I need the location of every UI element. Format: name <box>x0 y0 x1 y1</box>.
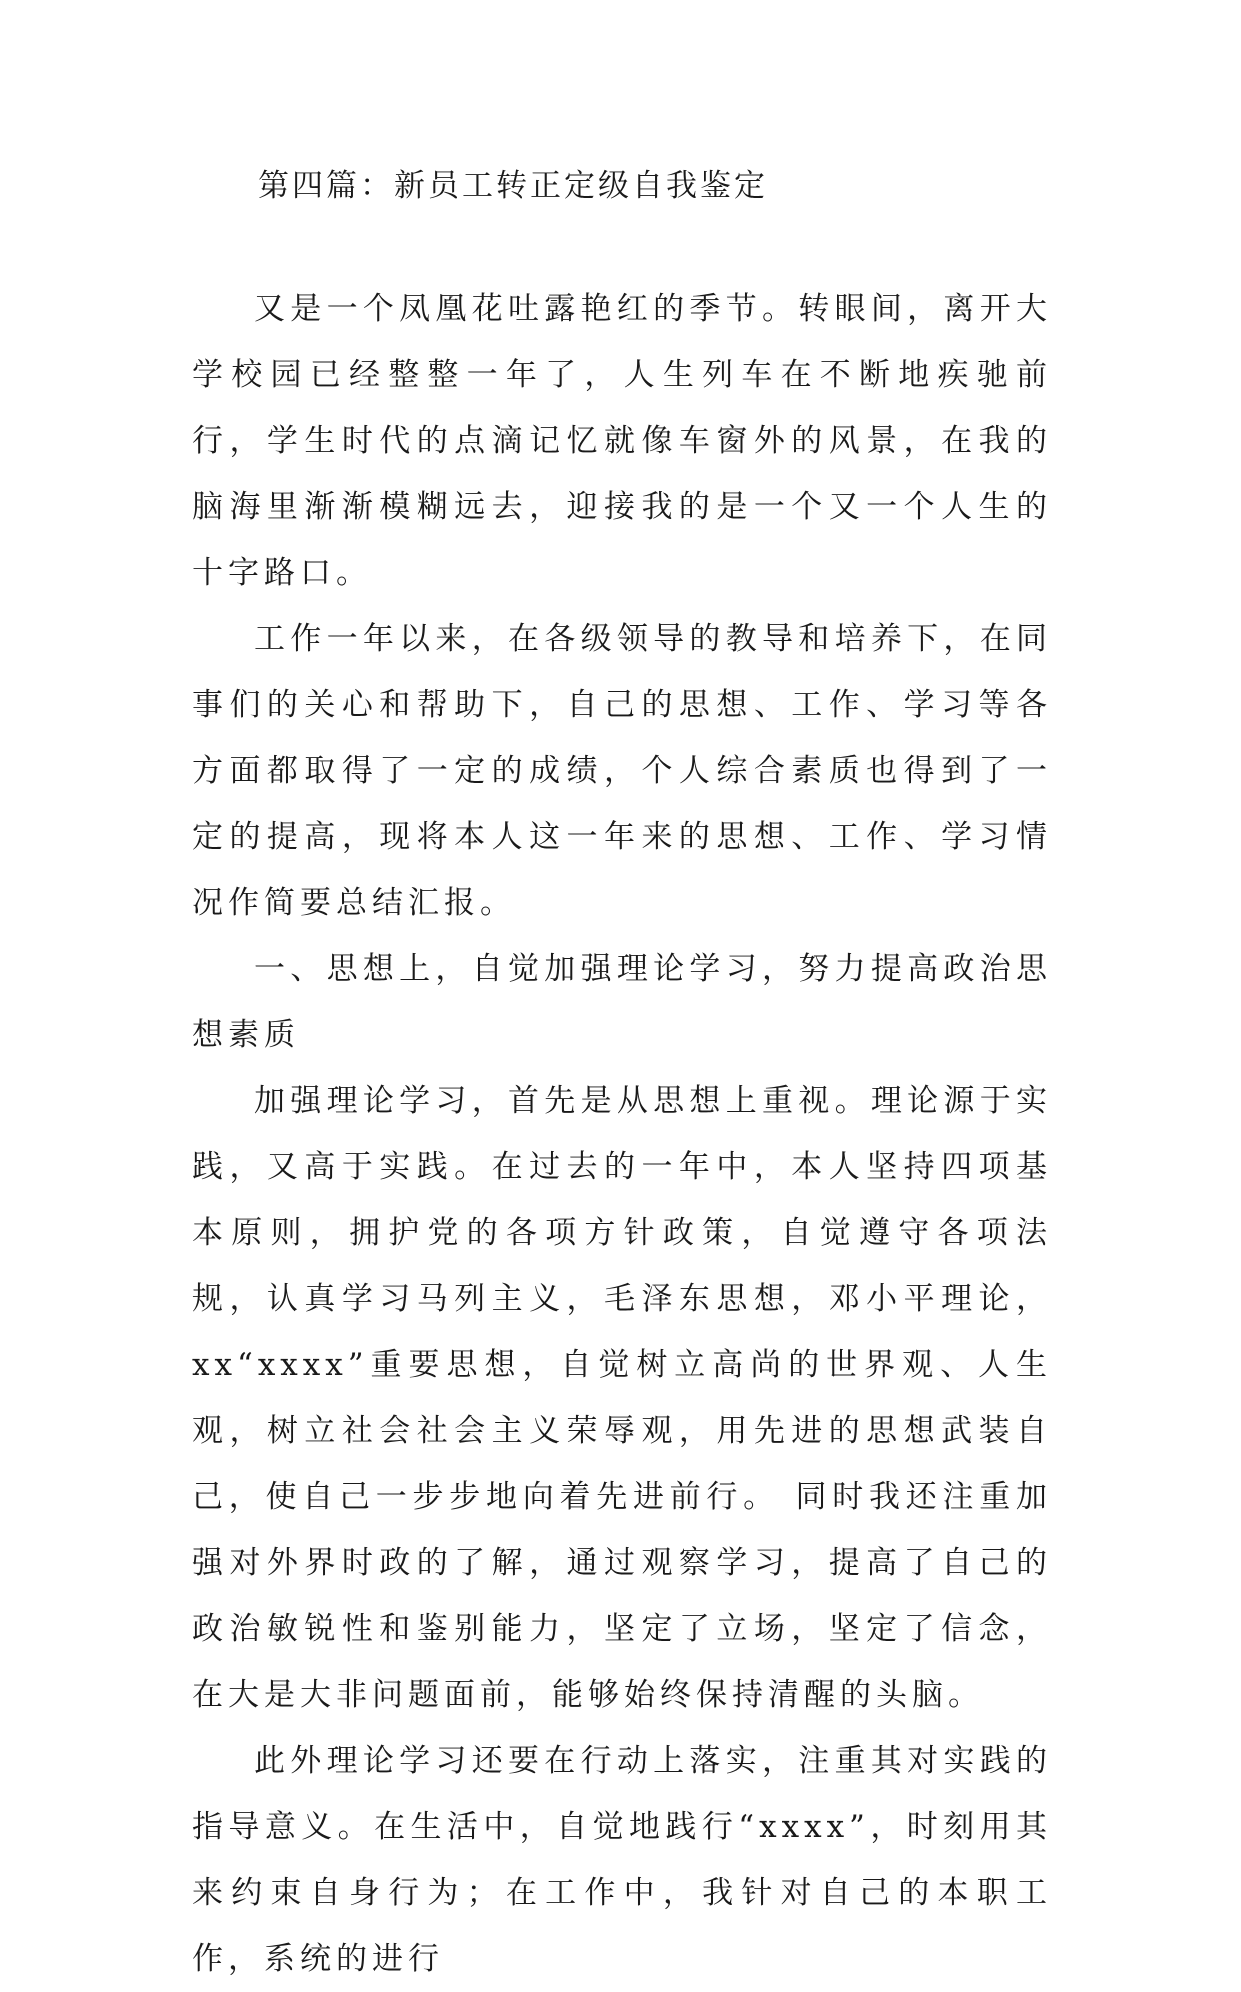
document-title: 第四篇：新员工转正定级自我鉴定 <box>258 168 768 204</box>
document-body <box>192 276 1052 1992</box>
paragraph-intro: 又是一个凤凰花吐露艳红的季节。转眼间，离开大学校园已经整整一年了，人生列车在不断地疾驰前行，学生时代的点滴记忆就像车窗外的风景，在我的脑海里渐渐模糊远去，迎接我的是一个又一个人生的十字路口。 <box>192 291 1052 591</box>
section-heading-ideology: 一、思想上，自觉加强理论学习，努力提高政治思想素质 <box>192 951 1052 1053</box>
paragraph-theory-study: 加强理论学习，首先是从思想上重视。理论源于实践，又高于实践。在过去的一年中，本人坚持四项基本原则，拥护党的各项方针政策，自觉遵守各项法规，认真学习马列主义，毛泽东思想，邓小平理论，xx“xxxx”重要思想，自觉树立高尚的世界观、人生观，树立社会社会主义荣辱观，用先进的思想武装自己，使自己一步步地向着先进前行。 同时我还注重加强对外界时政的了解，通过观察学习，提高了自己的政治敏锐性和鉴别能力，坚定了立场，坚定了信念，在大是大非问题面前，能够始终保持清醒的头脑。 <box>192 1083 1052 1713</box>
paragraph-practice: 此外理论学习还要在行动上落实，注重其对实践的指导意义。在生活中，自觉地践行“xxxx”，时刻用其来约束自身行为；在工作中，我针对自己的本职工作，系统的进行 <box>192 1743 1052 1977</box>
paragraph-summary: 工作一年以来，在各级领导的教导和培养下，在同事们的关心和帮助下，自己的思想、工作、学习等各方面都取得了一定的成绩，个人综合素质也得到了一定的提高，现将本人这一年来的思想、工作、学习情况作简要总结汇报。 <box>192 621 1052 921</box>
